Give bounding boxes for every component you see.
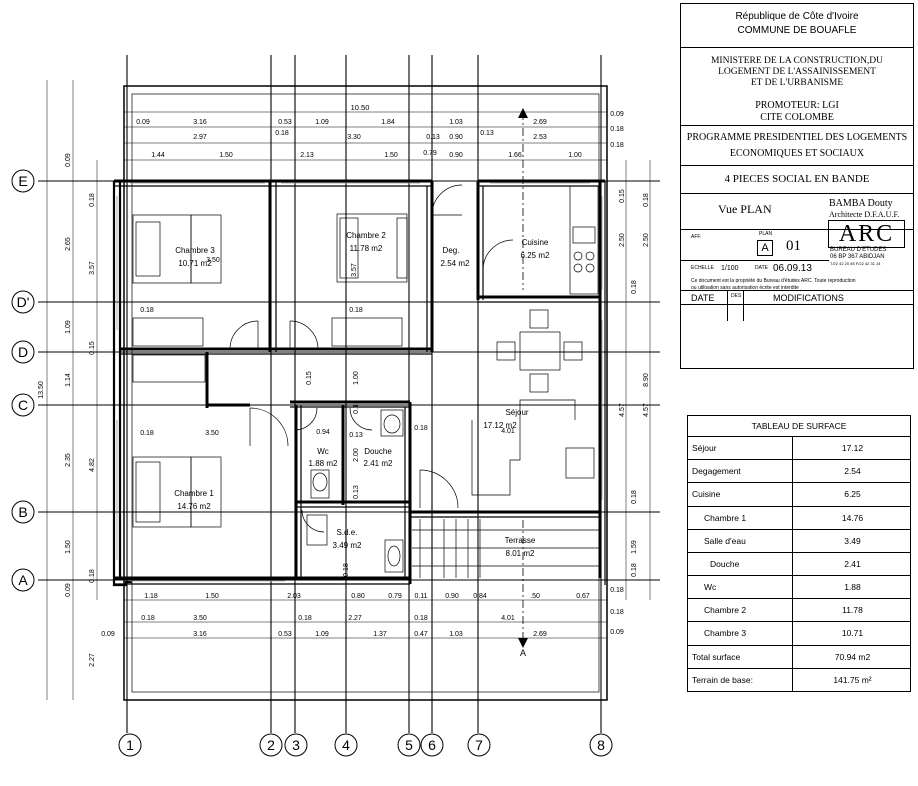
dim-bot-r1-2: 2.03 — [287, 593, 301, 600]
room-terrasse-name: Terrasse — [504, 536, 536, 545]
dim-top-r1-5: 1.03 — [449, 119, 463, 126]
inner-dim-8: 0.13 — [353, 485, 360, 499]
surface-row-label: Chambre 1 — [704, 512, 747, 523]
grid-bubbles-rows — [12, 170, 34, 591]
surface-row-label: Total surface — [692, 651, 741, 662]
inner-dim-3: 0.18 — [349, 307, 363, 314]
dim-top-r3-5: 0.90 — [449, 152, 463, 159]
room-sejour-area: 17.12 m2 — [483, 421, 517, 430]
dim-top-r1-4: 1.84 — [381, 119, 395, 126]
dim-top-r1-2: 0.53 — [278, 119, 292, 126]
dim-top-r3-7: 1.00 — [568, 152, 582, 159]
grid-label-8: 8 — [597, 737, 605, 753]
dim-bot-r2-5: 4.01 — [501, 615, 515, 622]
grid-label-4: 4 — [342, 737, 350, 753]
mod-col-date: DATE — [691, 293, 715, 303]
dim-bot-r3-0: 0.09 — [101, 631, 115, 638]
surface-row-value: 3.49 — [792, 530, 912, 552]
grid-label-5: 5 — [405, 737, 413, 753]
inner-dim-11: 0.18 — [414, 425, 428, 432]
dim-left-total: 13.50 — [38, 381, 45, 399]
dim-top-r2-6: 2.53 — [533, 134, 547, 141]
surface-row — [688, 460, 910, 483]
inner-dimensions — [140, 257, 515, 577]
room-cuisine-area: 6.25 m2 — [520, 251, 550, 260]
surface-row — [688, 622, 910, 645]
dim-bot-r2-6: 0.18 — [610, 609, 624, 616]
dim-top-r3-8: 0.18 — [610, 142, 624, 149]
dim-bot-r2-3: 2.27 — [348, 615, 362, 622]
promoter-section — [681, 96, 913, 126]
dim-top-r3-3: 1.50 — [384, 152, 398, 159]
surface-row — [688, 553, 910, 576]
grid-label-B: B — [18, 504, 28, 520]
top-dim-row1 — [136, 111, 624, 126]
mod-header-divider — [681, 304, 913, 305]
inner-dim-10: 1.00 — [353, 371, 360, 385]
room-wc-area: 1.88 m2 — [308, 459, 338, 468]
room-deg-area: 2.54 m2 — [440, 259, 470, 268]
dim-bot-r3-3: 1.09 — [315, 631, 329, 638]
date-label: DATE — [755, 265, 768, 271]
dim-top-r2-2: 3.30 — [347, 134, 361, 141]
surface-row — [688, 646, 910, 669]
inner-dim-1: 0.18 — [140, 307, 154, 314]
dim-bot-r3-4: 1.37 — [373, 631, 387, 638]
dim-bot-r1-8: .50 — [530, 593, 540, 600]
room-chambre3-area: 10.71 m2 — [178, 259, 212, 268]
dim-top-r1-7: 0.09 — [610, 111, 624, 118]
dim-top-r1-6: 2.69 — [533, 119, 547, 126]
surface-row-label: Degagement — [692, 466, 741, 477]
grid-label-A: A — [18, 572, 28, 588]
dim-left-a-1: 2.65 — [65, 237, 72, 251]
dim-bot-r3-6: 1.03 — [449, 631, 463, 638]
program-line-2: ECONOMIQUES ET SOCIAUX — [729, 148, 865, 159]
surface-row-value: 2.41 — [792, 553, 912, 575]
surface-row — [688, 669, 910, 692]
dim-bot-r3-5: 0.47 — [414, 631, 428, 638]
inner-dim-14: 0.18 — [343, 563, 350, 577]
surface-table-title: TABLEAU DE SURFACE — [688, 416, 910, 437]
dim-bot-r3-8: 0.09 — [610, 629, 624, 636]
dim-left-a-5: 2.35 — [65, 453, 72, 467]
dim-bot-r2-1: 3.50 — [193, 615, 207, 622]
room-douche-name: Douche — [364, 447, 392, 456]
dim-top-r3-1: 1.50 — [219, 152, 233, 159]
room-chambre1-name: Chambre 1 — [174, 489, 214, 498]
inner-dim-4: 3.50 — [205, 430, 219, 437]
room-wc-name: Wc — [317, 447, 329, 456]
dim-left-a-7: 0.09 — [65, 583, 72, 597]
disclaimer-line-2: ou utilisation sans autorisation écrite est interdite — [691, 285, 799, 291]
inner-dim-15: 0.18 — [140, 430, 154, 437]
modifications-table — [681, 290, 913, 369]
grid-label-C: C — [17, 397, 29, 413]
inner-dim-12: 0.15 — [306, 371, 313, 385]
bureau-line-3: T/22 42 20 85 F/22 42 31 14 — [830, 261, 881, 266]
dim-right-a-6: 0.18 — [631, 563, 638, 577]
logo-block — [828, 220, 912, 264]
surface-row-label: Cuisine — [692, 489, 721, 500]
inner-dim-6: 0.13 — [349, 432, 363, 439]
dim-top-r3-0: 1.44 — [151, 152, 165, 159]
ministry-line-1: MINISTERE DE LA CONSTRUCTION,DU — [710, 56, 884, 66]
grid-label-6: 6 — [428, 737, 436, 753]
surface-row — [688, 483, 910, 506]
dim-bot-r2-2: 0.18 — [298, 615, 312, 622]
commune-label: COMMUNE DE BOUAFLE — [737, 25, 857, 36]
aff-label: AFF. — [691, 234, 702, 240]
bureau-line-1: BUREAU D'ETUDES — [830, 247, 887, 253]
surface-row — [688, 507, 910, 530]
dim-right-total: 8.90 — [643, 373, 650, 387]
dim-right-a-1: 2.50 — [619, 233, 626, 247]
right-dimensions — [619, 160, 650, 600]
dim-left-a-3: 0.15 — [89, 341, 96, 355]
surface-row-value: 17.12 — [792, 437, 912, 459]
ministry-section — [681, 48, 913, 96]
dim-right-b-0: 0.18 — [643, 193, 650, 207]
dim-right-a-5: 1.59 — [631, 540, 638, 554]
dim-bot-r2-4: 0.18 — [414, 615, 428, 622]
dim-right-a-3: 4.57 — [619, 403, 626, 417]
program-section — [681, 126, 913, 166]
dim-left-a-4: 1.14 — [65, 373, 72, 387]
ministry-line-2: LOGEMENT DE L'ASSAINISSEMENT — [718, 67, 876, 77]
surface-row-label: Chambre 2 — [704, 605, 747, 616]
title-block — [680, 3, 914, 369]
surface-row-value: 70.94 m2 — [792, 646, 912, 668]
plan-letter: A — [757, 240, 773, 256]
surface-row — [688, 599, 910, 622]
dim-right-a-4: 0.18 — [631, 490, 638, 504]
section-mark-bottom: A — [520, 648, 527, 658]
room-sde-area: 3.49 m2 — [332, 541, 362, 550]
plan-label: PLAN — [759, 231, 773, 237]
dim-left-a-6: 1.50 — [65, 540, 72, 554]
surface-row — [688, 437, 910, 460]
dim-top-r3-4: 0.79 — [423, 150, 437, 157]
dim-bot-r1-0: 1.18 — [144, 593, 158, 600]
bottom-dim-row3 — [101, 629, 624, 638]
dim-top-r2-0: 2.97 — [193, 134, 207, 141]
room-terrasse-area: 8.01 m2 — [505, 549, 535, 558]
architect-name: BAMBA Douty — [829, 198, 893, 209]
room-chambre1-area: 14.76 m2 — [177, 502, 211, 511]
plan-number: 01 — [786, 238, 801, 254]
dim-right-b-2: 4.57 — [643, 403, 650, 417]
ministry-line-3: ET DE L'URBANISME — [750, 78, 844, 88]
dim-bot-r3-1: 3.16 — [193, 631, 207, 638]
dim-bot-r1-6: 0.90 — [445, 593, 459, 600]
room-chambre2-name: Chambre 2 — [346, 231, 386, 240]
room-chambre2-area: 11.78 m2 — [349, 244, 383, 253]
plot-boundary — [124, 86, 607, 700]
dim-top-r3-6: 1.66 — [508, 152, 522, 159]
inner-dim-0: 3.50 — [206, 257, 220, 264]
section-line — [518, 108, 528, 658]
dim-right-a-0: 0.15 — [619, 189, 626, 203]
view-label: Vue PLAN — [718, 202, 772, 216]
dim-left-a-2: 1.09 — [65, 320, 72, 334]
mod-col-modifications: MODIFICATIONS — [773, 293, 844, 303]
dim-bot-r1-1: 1.50 — [205, 593, 219, 600]
top-dim-row3 — [151, 142, 624, 159]
surface-row-value: 14.76 — [792, 507, 912, 529]
dim-bot-r1-3: 0.80 — [351, 593, 365, 600]
surface-rows — [688, 437, 910, 692]
surface-row-label: Terrain de base: — [692, 674, 753, 685]
inner-dim-13: 4.01 — [501, 428, 515, 435]
dim-top-r1-0: 0.09 — [136, 119, 150, 126]
surface-row-label: Séjour — [692, 443, 717, 453]
dim-right-b-1: 2.50 — [643, 233, 650, 247]
surface-table — [687, 415, 911, 692]
site-label: CITE COLOMBE — [760, 112, 834, 123]
dim-top-r2-3: 0.13 — [426, 134, 440, 141]
room-deg-name: Deg. — [442, 246, 460, 255]
grid-label-E: E — [18, 173, 28, 189]
bureau-line-2: 06 BP 367 ABIDJAN — [830, 254, 885, 260]
surface-row-value: 1.88 — [792, 576, 912, 598]
dim-bot-r1-10: 0.18 — [610, 587, 624, 594]
room-sde-name: S.d.e. — [336, 528, 358, 537]
title-header — [681, 4, 913, 48]
plot-inner-boundary — [132, 94, 599, 692]
dim-left-bottom: 2.27 — [89, 653, 96, 667]
promoter-label: PROMOTEUR: LGI — [755, 100, 839, 111]
surface-row-value: 11.78 — [792, 599, 912, 621]
disclaimer-line-1: Ce document est la propriété du Bureau d'études ARC. Toute reproduction — [691, 278, 856, 284]
dim-bot-r3-2: 0.53 — [278, 631, 292, 638]
grid-bubbles-cols — [119, 734, 612, 756]
left-dimensions — [38, 80, 97, 700]
dim-left-a-0: 0.09 — [65, 153, 72, 167]
grid-label-1: 1 — [126, 737, 134, 753]
dim-top-r3-2: 2.13 — [300, 152, 314, 159]
dim-top-total: 10.50 — [350, 103, 370, 112]
dim-bot-r3-7: 2.69 — [533, 631, 547, 638]
dim-left-b-0: 0.18 — [89, 193, 96, 207]
room-chambre3-name: Chambre 3 — [175, 246, 215, 255]
surface-row-value: 10.71 — [792, 622, 912, 644]
grid-lines-horizontal — [38, 181, 660, 580]
dim-top-r1-1: 3.16 — [193, 119, 207, 126]
grid-label-3: 3 — [292, 737, 300, 753]
inner-dim-5: 0.94 — [316, 429, 330, 436]
dim-left-b-2: 4.82 — [89, 458, 96, 472]
grid-label-D: D — [17, 344, 29, 360]
mod-col-divider-2 — [743, 291, 744, 321]
surface-row-value: 141.75 m² — [792, 669, 912, 692]
grid-label-7: 7 — [475, 737, 483, 753]
mod-col-des: DES — [731, 293, 742, 299]
bottom-dim-row2 — [141, 609, 624, 622]
dim-left-b-1: 3.57 — [89, 261, 96, 275]
top-dimensions — [124, 103, 607, 160]
program-line-1: PROGRAMME PRESIDENTIEL DES LOGEMENTS — [686, 132, 908, 143]
arc-logo: ARC — [828, 220, 905, 248]
dim-top-r1-3: 1.09 — [315, 119, 329, 126]
architect-title: Architecte D.F.A.U.F. — [829, 210, 900, 219]
surface-row-label: Chambre 3 — [704, 628, 747, 639]
dim-right-a-2: 0.18 — [631, 280, 638, 294]
dim-top-r2-7: 0.18 — [610, 126, 624, 133]
plan-section — [681, 221, 913, 278]
mod-col-divider-1 — [727, 291, 728, 321]
room-cuisine-name: Cuisine — [521, 238, 549, 247]
room-douche-area: 2.41 m2 — [363, 459, 393, 468]
dim-top-r2-1: 0.18 — [275, 130, 289, 137]
inner-dim-9: 0.13 — [353, 400, 360, 414]
surface-row — [688, 530, 910, 553]
project-title: 4 PIECES SOCIAL EN BANDE — [681, 166, 913, 194]
dim-bot-r1-5: 0.11 — [414, 593, 428, 600]
dim-top-r2-4: 0.90 — [449, 134, 463, 141]
dim-top-r2-5: 0.13 — [480, 130, 494, 137]
surface-row-label: Douche — [710, 558, 740, 569]
dim-bot-r1-4: 0.79 — [388, 593, 402, 600]
room-sejour-name: Séjour — [505, 408, 529, 417]
scale-row — [681, 260, 829, 279]
room-labels — [174, 231, 550, 558]
surface-row — [688, 576, 910, 599]
date-value: 06.09.13 — [773, 263, 812, 274]
surface-row-label: Salle d'eau — [704, 535, 746, 546]
dim-left-b-3: 0.18 — [89, 569, 96, 583]
surface-row-label: Wc — [704, 582, 717, 593]
surface-row-value: 2.54 — [792, 460, 912, 482]
grid-label-D-prime: D' — [16, 294, 30, 310]
bottom-dim-row1 — [144, 587, 624, 600]
dim-bot-r2-0: 0.18 — [141, 615, 155, 622]
echelle-value: 1/100 — [721, 265, 739, 272]
echelle-label: ECHELLE — [691, 265, 714, 271]
dim-bot-r1-9: 0.67 — [576, 593, 590, 600]
dim-bot-r1-7: 0.84 — [473, 593, 487, 600]
republic-label: République de Côte d'Ivoire — [735, 11, 859, 22]
grid-label-2: 2 — [267, 737, 275, 753]
surface-row-value: 6.25 — [792, 483, 912, 505]
inner-dim-2: 3.57 — [351, 263, 358, 277]
inner-dim-7: 2.00 — [353, 448, 360, 462]
section-mark-top: A — [520, 108, 527, 118]
